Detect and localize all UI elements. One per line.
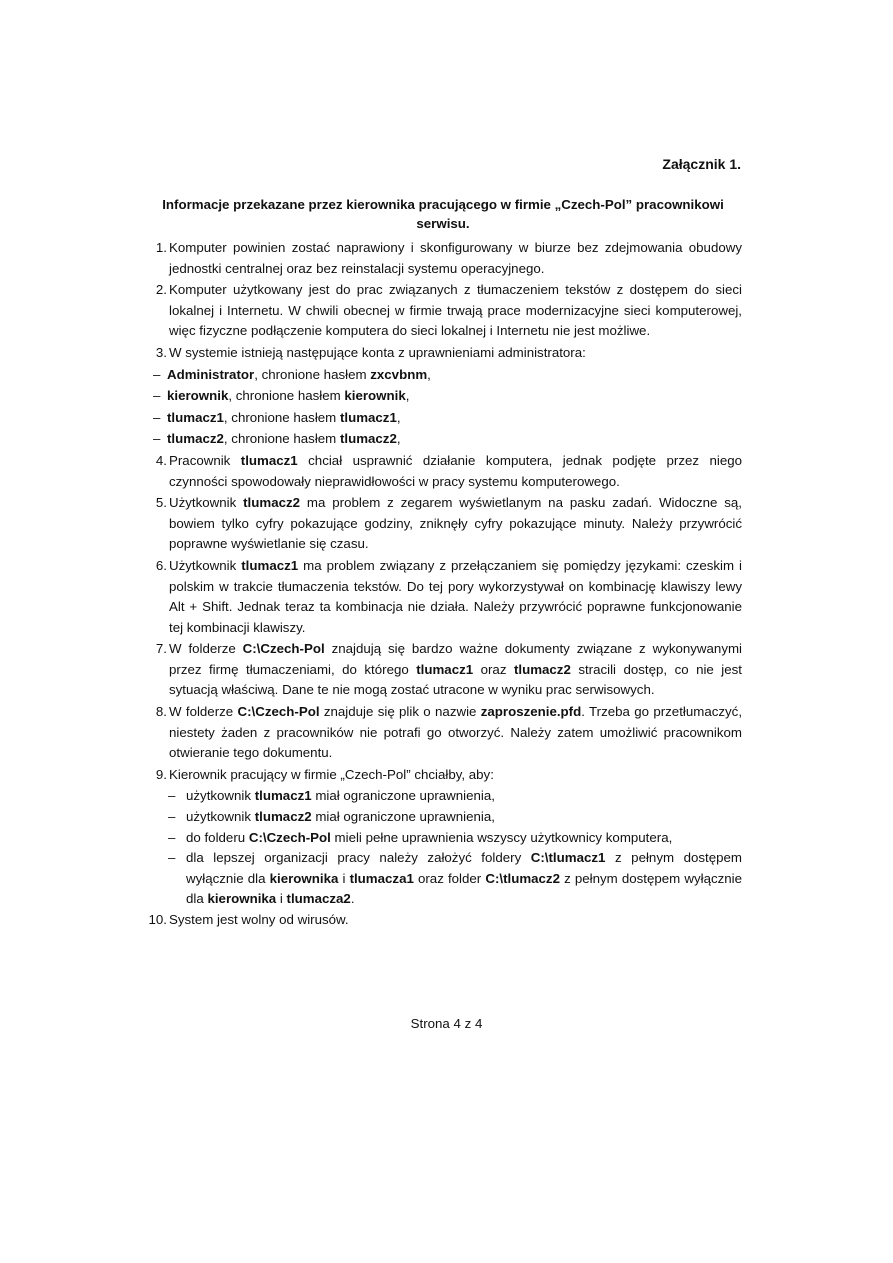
account-item [145, 365, 742, 386]
item-number: 5. [155, 495, 167, 511]
dash-marker: – [153, 431, 161, 447]
item-number: 7. [155, 641, 167, 657]
account-user: tlumacz2 [167, 431, 224, 447]
bold-run: tlumacz2 [243, 495, 301, 511]
text-run: znajdują się bardzo ważne dokumenty związane z wykonywanymi przez firmę tłumaczeniami, do którego [169, 641, 742, 677]
dash-marker: – [168, 809, 176, 825]
text-run: użytkownik [186, 788, 255, 804]
text-run: W folderze [169, 641, 243, 657]
bold-run: tlumacza2 [286, 891, 351, 907]
bold-run: tlumacz1 [254, 788, 312, 804]
account-item [145, 386, 742, 407]
bold-run: C:\tlumacz1 [530, 850, 606, 866]
account-end: , [427, 366, 431, 382]
account-mid: , chronione hasłem [223, 431, 340, 447]
text-run: Użytkownik [169, 495, 244, 511]
bold-run: C:\Czech-Pol [242, 641, 325, 657]
text-run: chciał usprawnić działanie komputera, jednak podjęte przez niego czynności spowodowały nieprawidłowości w pracy systemu komputerowego. [169, 452, 743, 489]
text-run: i [276, 891, 287, 907]
text-run: do folderu [186, 829, 249, 845]
item-number: 3. [155, 344, 167, 360]
list-item-7 [145, 639, 742, 701]
text-run: miał ograniczone uprawnienia, [311, 788, 495, 804]
account-text [167, 408, 742, 429]
item-text: W systemie istnieją następujące konta z uprawnieniami administratora: [169, 344, 586, 360]
account-pass: kierownik [344, 388, 406, 404]
bold-run: kierownika [269, 870, 339, 886]
item-text [169, 451, 742, 492]
account-end: , [396, 431, 401, 447]
bold-run: tlumacz2 [254, 809, 312, 825]
bold-run: tlumacz1 [240, 452, 298, 468]
text-run: ma problem z zegarem wyświetlanym na pasku zadań. Widoczne są, bowiem tylko cyfry pokazujące godziny, zniknęły cyfry pokazujące minuty. Należy przywrócić poprawne wyświetlanie się czasu. [169, 495, 743, 552]
bold-run: tlumacz1 [416, 661, 474, 677]
account-text [167, 365, 742, 386]
item-text: Komputer użytkowany jest do prac związanych z tłumaczeniem tekstów z dostępem do sieci lokalnej i Internetu. W chwili obecnej w firmie trwają prace modernizacyjne sieci komputerowej, więc fizyczne podłączenie komputera do sieci lokalnej i Internetu nie jest możliwe. [169, 282, 742, 339]
item-text: System jest wolny od wirusów. [169, 912, 349, 927]
account-mid: , chronione hasłem [254, 366, 371, 382]
dash-marker: – [168, 788, 176, 804]
list-item-9 [145, 765, 742, 786]
item-text: Kierownik pracujący w firmie „Czech-Pol” chciałby, aby: [169, 766, 494, 782]
item-number: 2. [155, 282, 167, 298]
text-run: mieli pełne uprawnienia wszyscy użytkownicy komputera, [330, 829, 673, 845]
item-number: 6. [155, 557, 167, 573]
list-item-5 [145, 493, 742, 555]
text-run: . [350, 891, 355, 907]
text-run: W folderze [169, 704, 238, 720]
account-end: , [396, 409, 401, 425]
list-item-8 [145, 702, 742, 764]
text-run: i [338, 870, 350, 886]
text-run: ma problem związany z przełączaniem się pomiędzy językami: czeskim i polskim w trakcie tłumaczenia tekstów. Do tej pory wykorzystywał on kombinację klawiszy lewy Alt + Shift. Jednak teraz ta kombinacja nie działa. Należy przywrócić poprawne funkcjonowanie tej kombinacji klawiszy. [169, 557, 743, 635]
sub-item-text [186, 848, 742, 910]
document-title: Informacje przekazane przez kierownika pracującego w firmie „Czech-Pol” pracownikowi serwisu. [162, 197, 724, 231]
item-text: Komputer powinien zostać naprawiony i skonfigurowany w biurze bez zdejmowania obudowy jednostki centralnej oraz bez reinstalacji systemu operacyjnego. [169, 240, 742, 276]
text-run: oraz folder [413, 870, 486, 886]
text-run: dla lepszej organizacji pracy należy założyć foldery [186, 850, 531, 866]
text-run: użytkownik [186, 809, 255, 825]
account-mid: , chronione hasłem [228, 388, 345, 404]
sub-item-text [186, 807, 742, 828]
item-number: 9. [155, 766, 167, 782]
account-user: tlumacz1 [167, 409, 224, 425]
text-run: oraz [473, 661, 514, 677]
list-item-6 [145, 556, 742, 638]
text-run: stracili dostęp, co nie jest sytuacją właściwą. Dane te nie mogą zostać utracone w wyniku prac serwisowych. [169, 661, 742, 698]
text-run: Użytkownik [169, 557, 242, 573]
dash-marker: – [168, 829, 176, 845]
list-item-2 [145, 280, 742, 342]
sub-list [145, 786, 742, 910]
account-user: Administrator [167, 366, 255, 382]
item-number: 8. [155, 704, 167, 720]
account-text [167, 386, 742, 407]
list-item-3 [145, 343, 742, 364]
account-text [167, 429, 742, 450]
page-footer: Strona 4 z 4 [410, 1016, 483, 1031]
text-run: miał ograniczone uprawnienia, [311, 809, 495, 825]
item-number: 1. [155, 240, 167, 255]
item-text [169, 639, 742, 701]
bold-run: zaproszenie.pfd [480, 704, 582, 720]
dash-marker: – [153, 366, 161, 382]
bold-run: tlumacz2 [513, 661, 571, 677]
item-text [169, 493, 742, 555]
sub-item-4 [162, 848, 742, 910]
account-mid: , chronione hasłem [223, 409, 340, 425]
dash-marker: – [153, 409, 161, 425]
sub-item-text [186, 828, 742, 849]
account-item [145, 429, 742, 450]
bold-run: C:\Czech-Pol [237, 704, 320, 720]
item-number: 4. [155, 452, 167, 468]
bold-run: kierownika [207, 891, 277, 907]
sub-item-1 [162, 786, 742, 807]
item-number: 10. [148, 912, 167, 927]
bold-run: tlumacza1 [349, 870, 414, 886]
text-run: z pełnym dostępem wyłącznie dla [186, 850, 742, 886]
bold-run: tlumacz1 [241, 557, 299, 573]
account-pass: tlumacz1 [339, 409, 397, 425]
dash-marker: – [168, 850, 176, 866]
account-item [145, 408, 742, 429]
list-item-1 [145, 238, 742, 279]
dash-marker: – [153, 388, 161, 404]
account-pass: tlumacz2 [339, 431, 397, 447]
document-body [145, 238, 742, 932]
text-run: znajduje się plik o nazwie [319, 704, 481, 720]
text-run: z pełnym dostępem wyłącznie dla [186, 870, 743, 907]
bold-run: C:\Czech-Pol [248, 829, 331, 845]
text-run: Pracownik [169, 452, 241, 468]
sub-item-3 [162, 828, 742, 849]
account-user: kierownik [167, 388, 229, 404]
item-text [169, 556, 742, 638]
list-item-4 [145, 451, 742, 492]
item-text [169, 702, 742, 764]
text-run: . Trzeba go przetłumaczyć, niestety żaden z pracowników nie potrafi go otworzyć. Należy zatem umożliwić pracownikom otwieranie tego dokumentu. [169, 704, 743, 761]
list-item-10 [145, 910, 742, 931]
sub-item-2 [162, 807, 742, 828]
bold-run: C:\tlumacz2 [485, 870, 560, 886]
sub-item-text [186, 786, 742, 807]
account-pass: zxcvbnm [370, 366, 428, 382]
attachment-label: Załącznik 1. [662, 156, 741, 172]
account-end: , [405, 388, 410, 404]
